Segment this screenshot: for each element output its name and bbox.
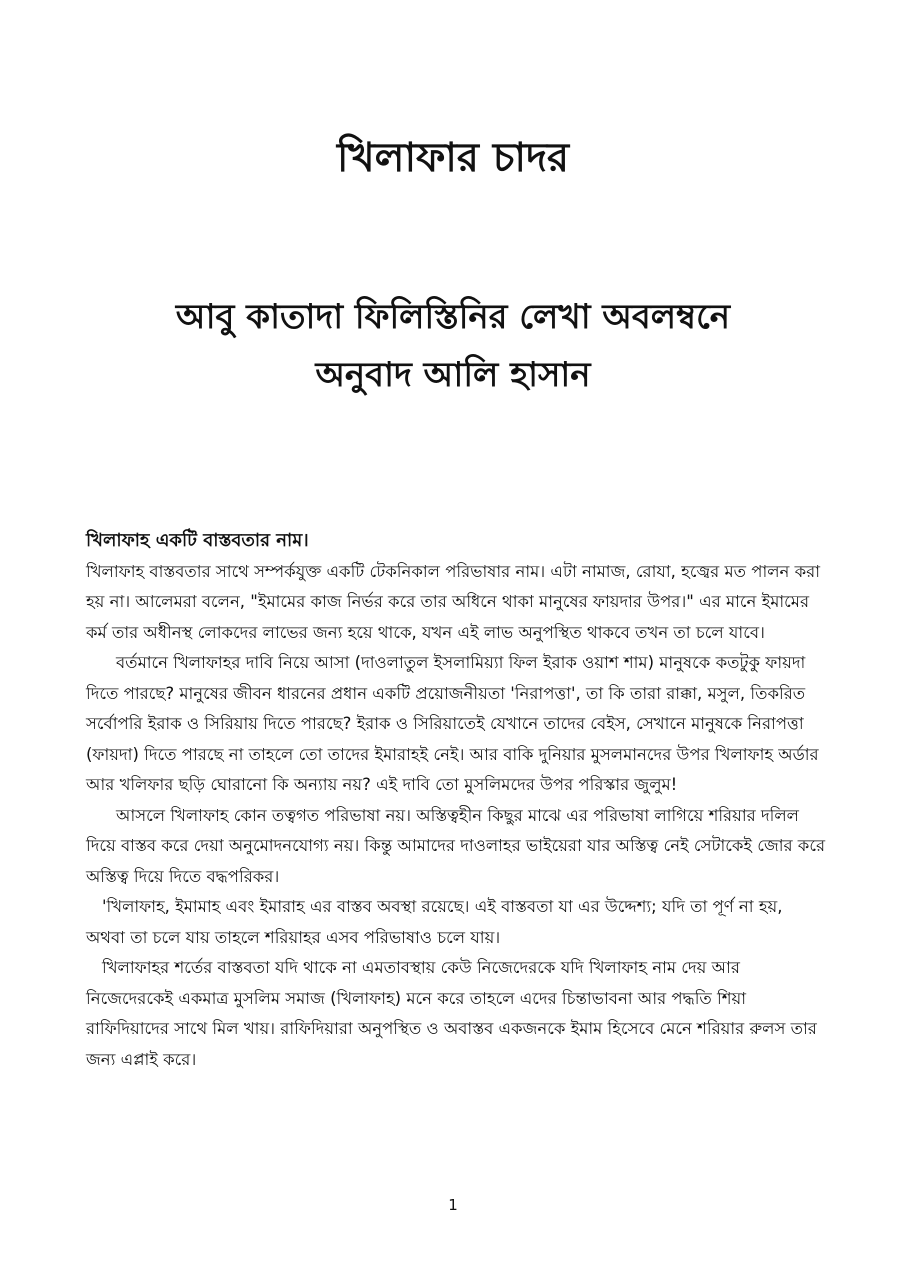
- paragraph-5: খিলাফাহর শর্তের বাস্তবতা যদি থাকে না এমতাবস্থায় কেউ নিজেদেরকে যদি খিলাফাহ নাম দেয় আর নিজেদেরকেই একমাত্র মুসলিম সমাজ (খিলাফাহ) মনে করে তাহলে এদের চিন্তাভাবনা আর পদ্ধতি শিয়া রাফিদিয়াদের সাথে মিল খায়। রাফিদিয়ারা অনুপস্থিত ও অবাস্তব একজনকে ইমাম হিসেবে মেনে শরিয়ার রুলস তার জন্য এপ্লাই করে।: [86, 958, 817, 1069]
- paragraph-1: খিলাফাহ বাস্তবতার সাথে সম্পর্কযুক্ত একটি টেকনিকাল পরিভাষার নাম। এটা নামাজ, রোযা, হজ্বের মত পালন করা হয় না। আলেমরা বলেন, "ইমামের কাজ নির্ভর করে তার অধিনে থাকা মানুষের ফায়দার উপর।" এর মানে ইমামের কর্ম তার অধীনস্থ লোকদের লাভের জন্য হয়ে থাকে, যখন এই লাভ অনুপস্থিত থাকবে তখন তা চলে যাবে।: [86, 561, 821, 642]
- paragraph-2: বর্তমানে খিলাফাহর দাবি নিয়ে আসা (দাওলাতুল ইসলামিয়্যা ফিল ইরাক ওয়াশ শাম) মানুষকে কতটুকু ফায়দা দিতে পারছে? মানুষের জীবন ধারনের প্রধান একটি প্রয়োজনীয়তা 'নিরাপত্তা', তা কি তারা রাক্কা, মসুল, তিকরিত সর্বোপরি ইরাক ও সিরিয়ায় দিতে পারছে? ইরাক ও সিরিয়াতেই যেখানে তাদের বেইস, সেখানে মানুষকে নিরাপত্তা (ফায়দা) দিতে পারছে না তাহলে তো তাদের ইমারাহই নেই। আর বাকি দুনিয়ার মুসলমানদের উপর খিলাফাহ অর্ডার আর খলিফার ছড়ি ঘোরানো কি অন্যায় নয়? এই দাবি তো মুসলিমদের উপর পরিস্কার জুলুম!: [86, 653, 819, 794]
- subtitle-line-translator: অনুবাদ আলি হাসান: [315, 355, 591, 395]
- page-number: 1: [448, 1196, 458, 1214]
- document-title: খিলাফার চাদর: [336, 135, 570, 181]
- document-body: [86, 526, 826, 1075]
- document-subtitle: [0, 288, 906, 404]
- paragraph-4: 'খিলাফাহ, ইমামাহ এবং ইমারাহ এর বাস্তব অবস্থা রয়েছে। এই বাস্তবতা যা এর উদ্দেশ্য; যদি তা পূর্ণ না হয়, অথবা তা চলে যায় তাহলে শরিয়াহর এসব পরিভাষাও চলে যায়।: [86, 897, 783, 947]
- section-heading: খিলাফাহ একটি বাস্তবতার নাম।: [86, 530, 309, 551]
- subtitle-line-author: আবু কাতাদা ফিলিস্তিনির লেখা অবলম্বনে: [175, 297, 731, 337]
- paragraph-3: আসলে খিলাফাহ কোন তত্বগত পরিভাষা নয়। অস্তিত্বহীন কিছুর মাঝে এর পরিভাষা লাগিয়ে শরিয়ার দলিল দিয়ে বাস্তব করে দেয়া অনুমোদনযোগ্য নয়। কিন্তু আমাদের দাওলাহর ভাইয়েরা যার অস্তিত্ব নেই সেটাকেই জোর করে অস্তিত্ব দিয়ে দিতে বদ্ধপরিকর।: [86, 805, 826, 886]
